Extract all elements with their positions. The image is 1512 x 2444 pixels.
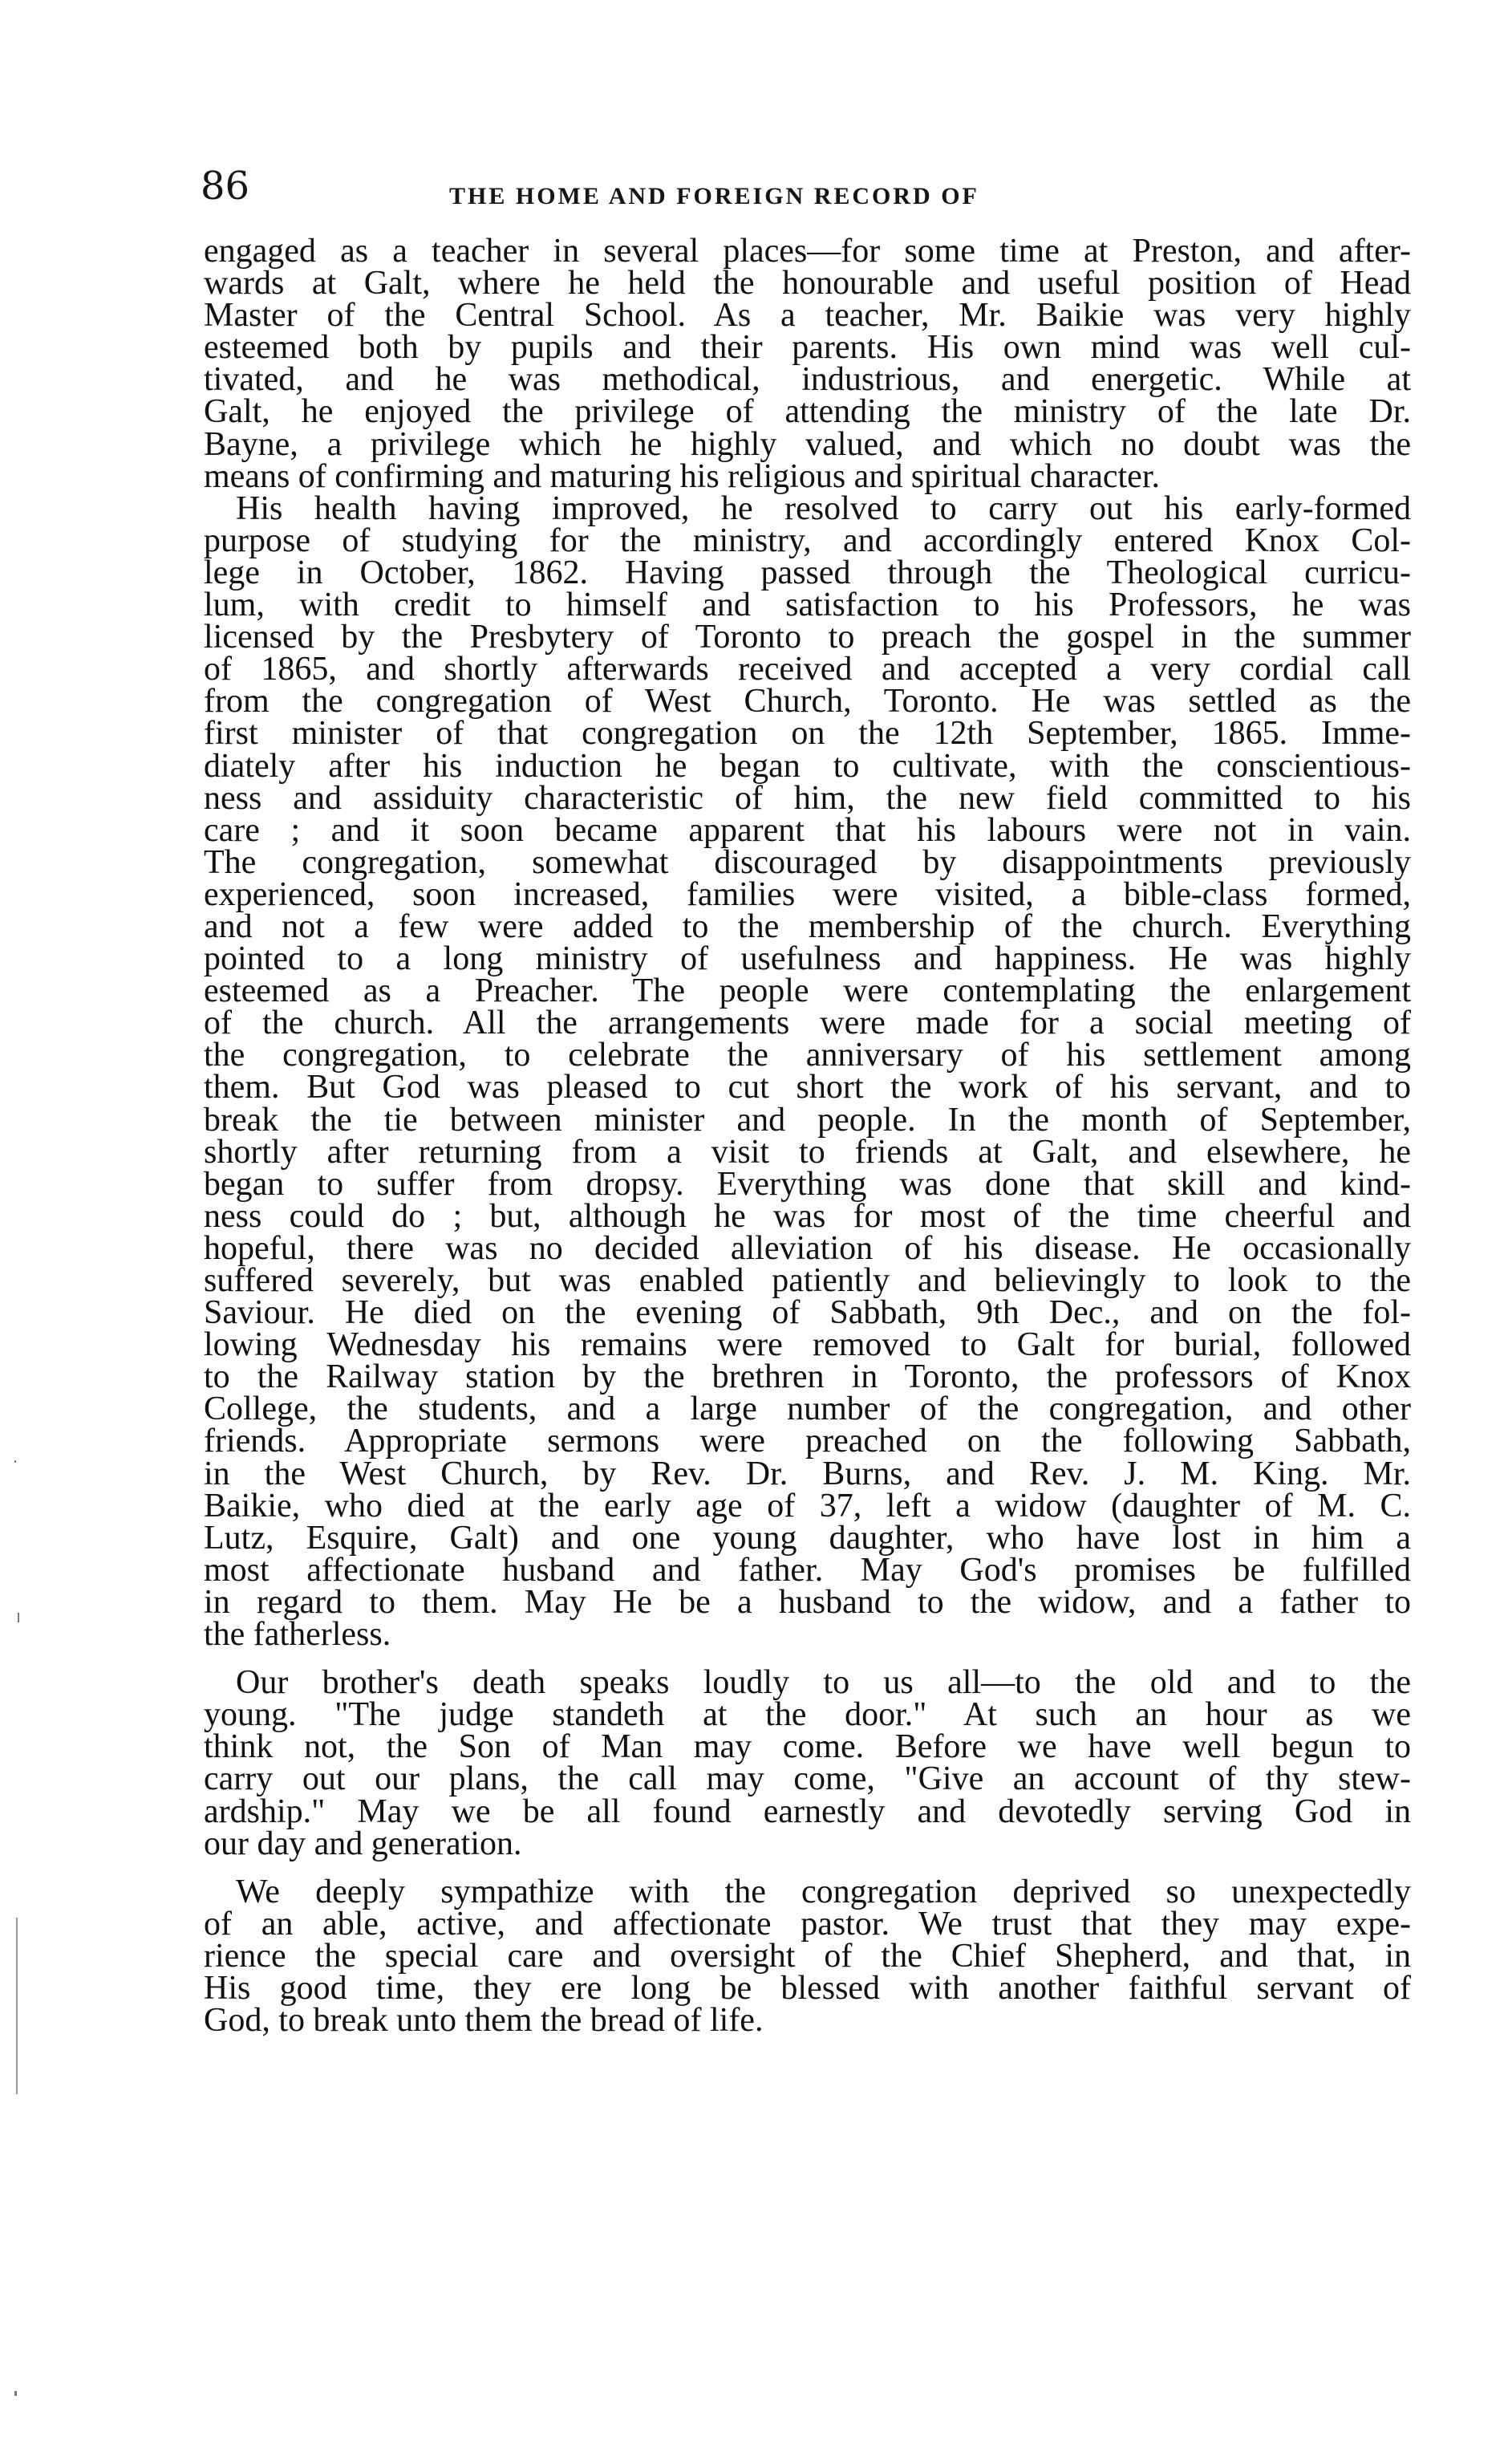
text-line: to the Railway station by the brethren in Toronto, the professors of Knox [204, 1358, 1411, 1396]
text-line: God, to break unto them the bread of life. [204, 2002, 764, 2040]
text-line: Our brother's death speaks loudly to us all—to the old and to the [236, 1664, 1411, 1702]
text-line: rience the special care and oversight of the Chief Shepherd, and that, in [204, 1937, 1411, 1975]
text-line: hopeful, there was no decided alleviation of his disease. He occasionally [204, 1229, 1411, 1267]
text-line: Lutz, Esquire, Galt) and one young daughter, who have lost in him a [204, 1519, 1411, 1557]
paragraph-ministry [204, 489, 1411, 1654]
text-line: began to suffer from dropsy. Everything was done that skill and kind- [204, 1165, 1411, 1203]
text-line: most affectionate husband and father. May God's promises be fulfilled [204, 1551, 1411, 1589]
text-line: Bayne, a privilege which he highly valued, and which no doubt was the [204, 425, 1411, 463]
text-line: young. "The judge standeth at the door." At such an hour as we [204, 1696, 1411, 1734]
text-line: We deeply sympathize with the congregation deprived so unexpectedly [236, 1873, 1411, 1910]
paragraph-reflection [204, 1664, 1411, 1862]
paragraph-continuation [204, 235, 1411, 493]
margin-scan-mark [14, 2391, 17, 2396]
text-line: the fatherless. [204, 1616, 391, 1654]
text-line: lowing Wednesday his remains were removed to Galt for burial, followed [204, 1326, 1411, 1364]
text-line: College, the students, and a large number of the congregation, and other [204, 1390, 1411, 1428]
text-line: esteemed as a Preacher. The people were contemplating the enlargement [204, 972, 1411, 1010]
text-line: His good time, they ere long be blessed with another faithful servant of [204, 1969, 1411, 2007]
text-line: of an able, active, and affectionate pastor. We trust that they may expe- [204, 1905, 1411, 1943]
text-line: our day and generation. [204, 1825, 522, 1862]
text-line: lege in October, 1862. Having passed through the Theological curricu- [204, 554, 1411, 591]
text-line: lum, with credit to himself and satisfaction to his Professors, he was [204, 587, 1411, 624]
margin-scan-mark [18, 1613, 19, 1622]
text-line: ness and assiduity characteristic of him, the new field committed to his [204, 779, 1411, 817]
text-line: shortly after returning from a visit to friends at Galt, and elsewhere, he [204, 1133, 1411, 1171]
text-line: His health having improved, he resolved to carry out his early-formed [236, 489, 1411, 527]
text-line: experienced, soon increased, families were visited, a bible-class formed, [204, 875, 1411, 913]
text-line: suffered severely, but was enabled patiently and believingly to look to the [204, 1262, 1411, 1299]
margin-scan-mark [16, 1918, 18, 2094]
text-line: esteemed both by pupils and their parents. His own mind was well cul- [204, 329, 1411, 367]
text-line: diately after his induction he began to cultivate, with the conscientious- [204, 747, 1411, 785]
text-line: of the church. All the arrangements were made for a social meeting of [204, 1005, 1411, 1042]
text-line: them. But God was pleased to cut short the work of his servant, and to [204, 1069, 1411, 1106]
text-line: break the tie between minister and people. In the month of September, [204, 1101, 1411, 1139]
page-number: 86 [201, 164, 250, 209]
text-line: wards at Galt, where he held the honourable and useful position of Head [204, 265, 1411, 302]
text-line: in regard to them. May He be a husband to the widow, and a father to [204, 1583, 1411, 1621]
text-line: carry out our plans, the call may come, "Give an account of thy stew- [204, 1760, 1411, 1798]
article-body [204, 233, 1411, 2040]
text-line: tivated, and he was methodical, industrious, and energetic. While at [204, 361, 1411, 399]
text-line: from the congregation of West Church, Toronto. He was settled as the [204, 683, 1411, 721]
text-line: means of confirming and maturing his religious and spiritual character. [204, 457, 1160, 495]
text-line: first minister of that congregation on the 12th September, 1865. Imme- [204, 715, 1411, 753]
text-line: of 1865, and shortly afterwards received and accepted a very cordial call [204, 651, 1411, 688]
text-line: Master of the Central School. As a teacher, Mr. Baikie was very highly [204, 297, 1411, 335]
text-line: Galt, he enjoyed the privilege of attending the ministry of the late Dr. [204, 393, 1411, 431]
running-head: THE HOME AND FOREIGN RECORD OF [449, 183, 979, 209]
text-line: think not, the Son of Man may come. Before we have well begun to [204, 1728, 1411, 1766]
text-line: ness could do ; but, although he was for most of the time cheerful and [204, 1197, 1411, 1235]
text-line: the congregation, to celebrate the anniversary of his settlement among [204, 1037, 1411, 1074]
text-line: purpose of studying for the ministry, and accordingly entered Knox Col- [204, 522, 1411, 559]
text-line: care ; and it soon became apparent that his labours were not in vain. [204, 811, 1411, 849]
text-line: friends. Appropriate sermons were preached on the following Sabbath, [204, 1423, 1411, 1460]
text-line: pointed to a long ministry of usefulness and happiness. He was highly [204, 940, 1411, 978]
text-line: in the West Church, by Rev. Dr. Burns, and Rev. J. M. King. Mr. [204, 1455, 1411, 1492]
text-line: Saviour. He died on the evening of Sabbath, 9th Dec., and on the fol- [204, 1294, 1411, 1332]
text-line: and not a few were added to the membership of the church. Everything [204, 907, 1411, 945]
text-line: engaged as a teacher in several places—for some time at Preston, and after- [204, 233, 1411, 270]
paragraph-sympathy [204, 1873, 1411, 2040]
text-line: Baikie, who died at the early age of 37, left a widow (daughter of M. C. [204, 1487, 1411, 1524]
margin-scan-mark [14, 1460, 16, 1463]
text-line: licensed by the Presbytery of Toronto to preach the gospel in the summer [204, 619, 1411, 656]
text-line: ardship." May we be all found earnestly and devotedly serving God in [204, 1792, 1411, 1830]
text-line: The congregation, somewhat discouraged by disappointments previously [204, 843, 1411, 881]
